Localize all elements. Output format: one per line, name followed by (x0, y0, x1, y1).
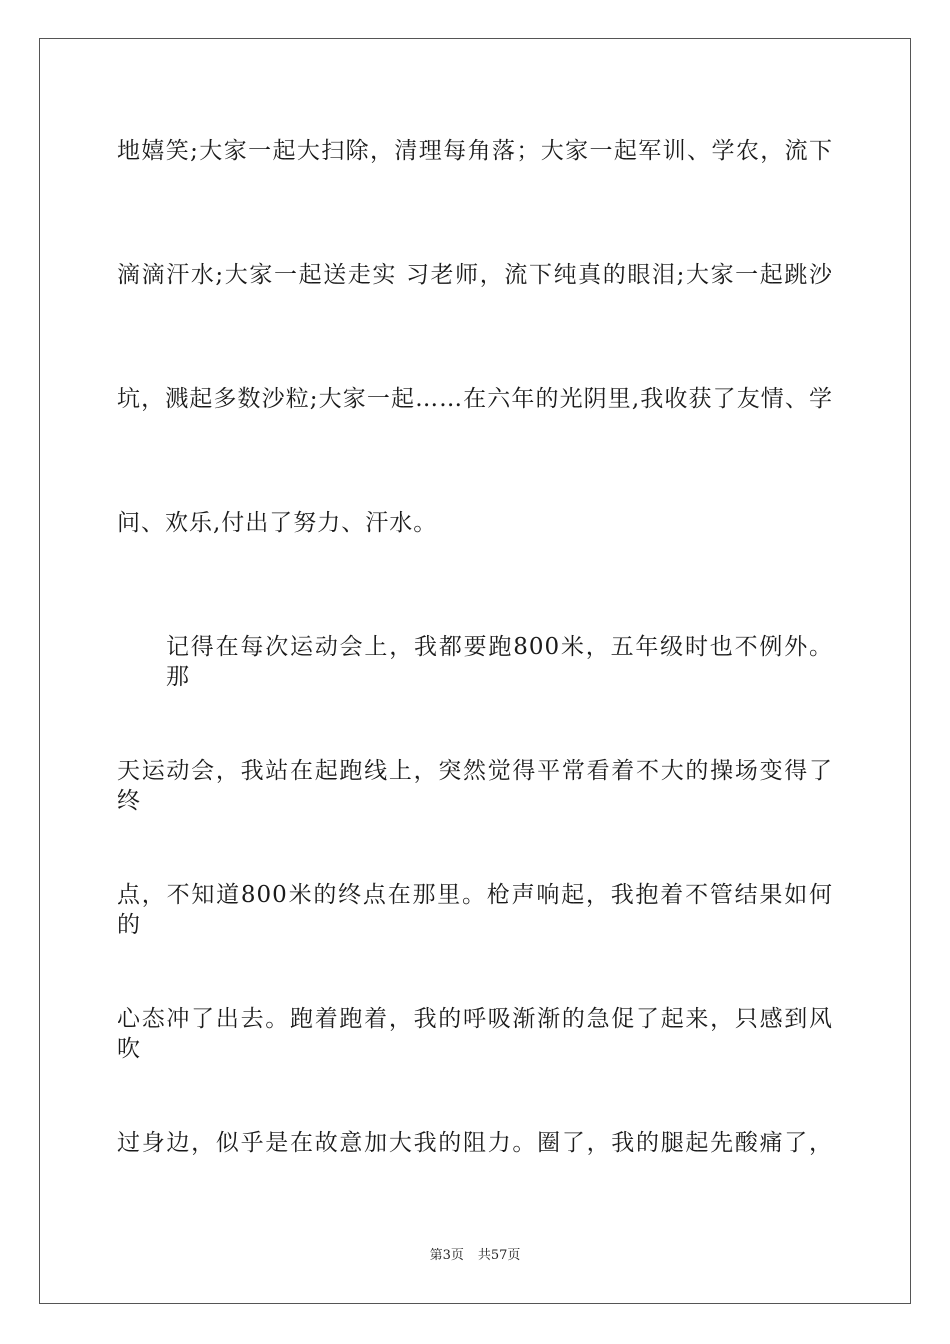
text-line: 滴滴汗水;大家一起送走实 习老师，流下纯真的眼泪;大家一起跳沙 (117, 262, 833, 288)
text-line: 问、欢乐,付出了努力、汗水。 (117, 510, 438, 536)
text-line: 坑，溅起多数沙粒;大家一起……在六年的光阴里,我收获了友情、学 (117, 386, 833, 412)
text-line: 过身边，似乎是在故意加大我的阻力。圈了，我的腿起先酸痛了， (117, 1130, 833, 1156)
text-line: 心态冲了出去。跑着跑着，我的呼吸渐渐的急促了起来，只感到风吹 (117, 1006, 833, 1062)
text-line: 天运动会，我站在起跑线上，突然觉得平常看着不大的操场变得了终 (117, 758, 833, 814)
text-line: 地嬉笑;大家一起大扫除，清理每角落；大家一起军训、学农，流下 (117, 138, 833, 164)
page-total: 共57页 (477, 1248, 521, 1263)
text-line-paragraph-start: 记得在每次运动会上，我都要跑800米，五年级时也不例外。那 (166, 634, 833, 690)
page-footer (0, 1247, 950, 1265)
text-line: 点，不知道800米的终点在那里。枪声响起，我抱着不管结果如何的 (117, 882, 833, 938)
page-number: 第3页 (429, 1248, 464, 1263)
